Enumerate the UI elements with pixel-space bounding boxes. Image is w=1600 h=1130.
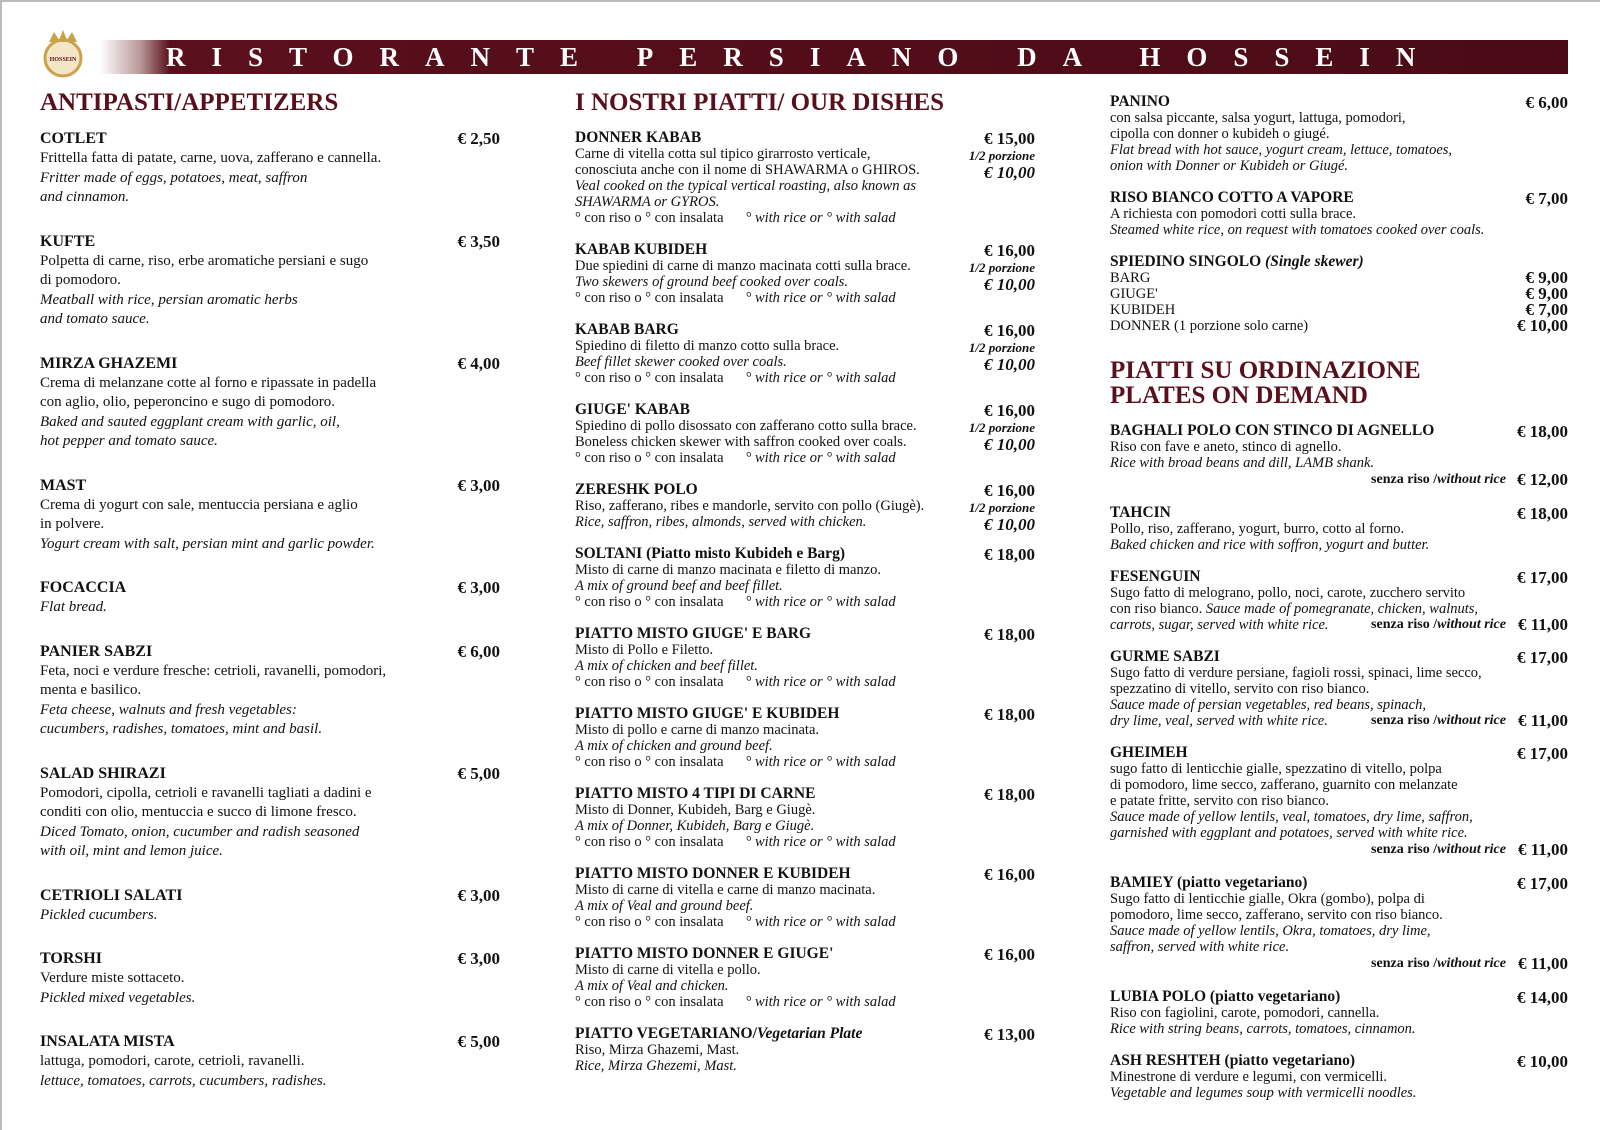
item-description-it: menta e basilico. xyxy=(40,682,142,698)
menu-item xyxy=(40,129,500,208)
item-description-it: Riso con fave e aneto, stinco di agnello. xyxy=(1110,439,1342,455)
menu-item xyxy=(575,945,1035,1010)
section-title-appetizers: ANTIPASTI/APPETIZERS xyxy=(40,89,339,116)
item-description-en: Veal cooked on the typical vertical roasting, also known as xyxy=(575,178,916,194)
item-price: € 16,00 xyxy=(984,945,1035,964)
item-description-it: di pomodoro, lime secco, zafferano, guarnito con melanzate xyxy=(1110,777,1458,793)
item-description-en: Meatball with rice, persian aromatic herbs xyxy=(40,291,298,308)
item-description-it: Riso, zafferano, ribes e mandorle, servito con pollo (Giugè). xyxy=(575,498,925,514)
menu-item xyxy=(575,785,1035,850)
item-name-text: DONNER KABAB xyxy=(575,129,702,146)
option-it: ° con riso o ° con insalata xyxy=(575,834,724,850)
item-description-en: A mix of chicken and beef fillet. xyxy=(575,658,758,674)
item-description-en: with oil, mint and lemon juice. xyxy=(40,843,223,859)
item-description-it: Misto di carne di manzo macinata e filetto di manzo. xyxy=(575,562,882,578)
without-rice-en: without rice xyxy=(1437,842,1506,857)
item-description-it: Misto di pollo e carne di manzo macinata. xyxy=(575,722,820,738)
item-description-en: garnished with eggplant and potatoes, served with white rice. xyxy=(1110,825,1468,841)
item-name xyxy=(575,401,1035,418)
item-description-en xyxy=(1110,713,1568,729)
without-rice-en: without rice xyxy=(1437,956,1506,971)
item-price: € 15,00 xyxy=(984,129,1035,148)
item-description-it: Polpetta di carne, riso, erbe aromatiche persiani e sugo xyxy=(40,252,369,269)
item-description-en: Rice, Mirza Ghezemi, Mast. xyxy=(575,1058,737,1074)
item-price: € 14,00 xyxy=(1517,988,1568,1007)
item-name xyxy=(575,241,1035,258)
item-description-it: conosciuta anche con il nome di SHAWARMA o GHIROS. xyxy=(575,162,920,178)
item-price: € 18,00 xyxy=(984,785,1035,804)
item-price: € 3,00 xyxy=(457,578,500,597)
item-description-it: Riso con fagiolini, carote, pomodori, cannella. xyxy=(1110,1005,1380,1021)
item-price: € 7,00 xyxy=(1525,189,1568,208)
item-description-it: con salsa piccante, salsa yogurt, lattuga, pomodori, xyxy=(1110,110,1406,126)
item-name-text: GIUGE' KABAB xyxy=(575,401,690,418)
option-it: ° con riso o ° con insalata xyxy=(575,450,724,466)
without-rice-it: senza riso / xyxy=(1371,842,1438,857)
serving-options xyxy=(575,450,1035,466)
restaurant-title-banner: RISTORANTE PERSIANO DA HOSSEIN xyxy=(100,40,1568,74)
serving-options xyxy=(575,674,1035,690)
item-description-en: SHAWARMA or GYROS. xyxy=(575,194,720,210)
item-description-en: Rice with broad beans and dill, LAMB shank. xyxy=(1110,455,1375,471)
item-description-it: di pomodoro. xyxy=(40,272,121,288)
item-name xyxy=(1110,253,1568,270)
item-description-en-text: carrots, sugar, served with white rice. xyxy=(1110,617,1329,633)
item-description-en: Diced Tomato, onion, cucumber and radish seasoned xyxy=(40,823,360,840)
item-description-en: A mix of Donner, Kubideh, Barg e Giugè. xyxy=(575,818,815,834)
serving-options xyxy=(575,994,1035,1010)
item-description-mixed xyxy=(1110,601,1568,617)
item-description-en: Sauce made of yellow lentils, veal, tomatoes, dry lime, saffron, xyxy=(1110,809,1473,825)
item-name-text: KABAB KUBIDEH xyxy=(575,241,708,258)
item-description-it: Feta, noci e verdure fresche: cetrioli, ravanelli, pomodori, xyxy=(40,662,387,679)
item-description-en-head: Sauce made of pomegranate, chicken, walnuts, xyxy=(1205,601,1479,617)
item-name-text: PIATTO MISTO DONNER E KUBIDEH xyxy=(575,865,851,882)
serving-options xyxy=(575,290,1035,306)
item-name-text: PIATTO MISTO DONNER E GIUGE' xyxy=(575,945,834,962)
item-description-en: onion with Donner or Kubideh or Giugé. xyxy=(1110,158,1349,174)
item-name: FOCACCIA xyxy=(40,579,127,596)
item-description-it: Sugo fatto di melograno, pollo, noci, carote, zucchero servito xyxy=(1110,585,1466,601)
half-portion-price: € 10,00 xyxy=(984,275,1035,294)
item-price: € 18,00 xyxy=(984,625,1035,644)
menu-item xyxy=(575,481,1035,534)
item-description-en: hot pepper and tomato sauce. xyxy=(40,433,218,449)
item-price: € 6,00 xyxy=(457,641,500,661)
menu-item xyxy=(575,705,1035,770)
item-description-en: Yogurt cream with salt, persian mint and garlic powder. xyxy=(40,535,375,552)
item-price: € 16,00 xyxy=(984,241,1035,260)
half-portion xyxy=(969,499,1035,533)
option-en: ° with rice or ° with salad xyxy=(745,994,896,1010)
item-price: € 18,00 xyxy=(984,545,1035,564)
option-it: ° con riso o ° con insalata xyxy=(575,994,724,1010)
item-description-en: Pickled cucumbers. xyxy=(40,906,158,923)
item-name: GHEIMEH xyxy=(1110,744,1188,761)
half-portion xyxy=(969,419,1035,453)
item-description-it: con aglio, olio, peperoncino e sugo di pomodoro. xyxy=(40,394,335,410)
item-name xyxy=(575,785,1035,802)
without-rice-row xyxy=(1110,955,1568,973)
item-description-it: Due spiedini di carne di manzo macinata cotti sulla brace. xyxy=(575,258,911,274)
item-description-en: Flat bread. xyxy=(40,599,107,615)
without-rice-label xyxy=(1371,617,1506,633)
item-name: TAHCIN xyxy=(1110,504,1171,521)
without-rice-price: € 11,00 xyxy=(1517,615,1568,634)
item-name xyxy=(575,625,1035,642)
without-rice-en: without rice xyxy=(1437,617,1506,632)
item-name-text: KABAB BARG xyxy=(575,321,679,338)
menu-item xyxy=(1110,988,1568,1037)
item-name-text: ZERESHK POLO xyxy=(575,481,698,498)
item-name: RISO BIANCO COTTO A VAPORE xyxy=(1110,189,1354,206)
item-description-en xyxy=(1110,697,1568,713)
item-price: € 6,00 xyxy=(1525,93,1568,112)
item-description-it: Crema di melanzane cotte al forno e ripassate in padella xyxy=(40,374,377,391)
serving-options xyxy=(575,594,1035,610)
logo-text: HOSSEIN xyxy=(49,57,77,63)
half-portion-price: € 10,00 xyxy=(984,515,1035,534)
serving-options xyxy=(575,370,1035,386)
item-description-en: A mix of Veal and ground beef. xyxy=(575,898,754,914)
menu-item xyxy=(1110,253,1568,334)
menu-item xyxy=(575,129,1035,226)
item-price: € 5,00 xyxy=(457,763,500,783)
option-it: ° con riso o ° con insalata xyxy=(575,594,724,610)
item-description-it: Sugo fatto di lenticchie gialle, Okra (gombo), polpa di xyxy=(1110,891,1425,907)
item-description-en: A mix of ground beef and beef fillet. xyxy=(575,578,783,594)
item-name-text: PIATTO VEGETARIANO/ xyxy=(575,1025,757,1042)
item-name: LUBIA POLO (piatto vegetariano) xyxy=(1110,988,1341,1005)
menu-item xyxy=(40,578,500,618)
item-price: € 17,00 xyxy=(1517,568,1568,587)
half-portion-label: 1/2 porzione xyxy=(968,340,1035,355)
without-rice-row xyxy=(1110,471,1568,489)
serving-options xyxy=(575,914,1035,930)
item-price: € 16,00 xyxy=(984,481,1035,500)
menu-item xyxy=(40,476,500,555)
item-description-it: Misto di carne di vitella e pollo. xyxy=(575,962,761,978)
item-description-en: Sauce made of yellow lentils, Okra, tomatoes, dry lime, xyxy=(1110,923,1431,939)
item-description-en: Rice, saffron, ribes, almonds, served with chicken. xyxy=(575,514,867,530)
half-portion-label: 1/2 porzione xyxy=(968,420,1035,435)
item-description-it: Misto di Donner, Kubideh, Barg e Giugè. xyxy=(575,802,816,818)
item-price: € 3,00 xyxy=(457,475,500,495)
item-name xyxy=(575,129,1035,146)
item-name-text: PIATTO MISTO 4 TIPI DI CARNE xyxy=(575,785,816,802)
section-title-en: PLATES ON DEMAND xyxy=(1110,382,1368,409)
menu-item xyxy=(1110,744,1568,859)
item-name: MAST xyxy=(40,476,87,494)
item-name: COTLET xyxy=(40,130,107,147)
item-name xyxy=(575,705,1035,722)
skewer-row xyxy=(1110,286,1568,302)
menu-item xyxy=(575,545,1035,610)
item-price: € 17,00 xyxy=(1517,648,1568,667)
item-description-en: A mix of chicken and ground beef. xyxy=(575,738,773,754)
item-description-it: Frittella fatta di patate, carne, uova, zafferano e cannella. xyxy=(40,150,382,166)
item-name xyxy=(575,865,1035,882)
item-description-it: sugo fatto di lenticchie gialle, spezzatino di vitello, polpa xyxy=(1110,761,1442,777)
item-description-en: Fritter made of eggs, potatoes, meat, saffron xyxy=(40,169,308,186)
item-name-en: (Single skewer) xyxy=(1265,253,1364,270)
item-price: € 18,00 xyxy=(1517,504,1568,523)
item-description-en: Feta cheese, walnuts and fresh vegetables: xyxy=(40,701,297,718)
menu-item xyxy=(40,949,500,1008)
item-description-en: A mix of Veal and chicken. xyxy=(575,978,729,994)
skewer-label: GIUGE' xyxy=(1110,286,1158,302)
option-en: ° with rice or ° with salad xyxy=(745,450,896,466)
option-en: ° with rice or ° with salad xyxy=(745,674,896,690)
option-it: ° con riso o ° con insalata xyxy=(575,754,724,770)
half-portion-price: € 10,00 xyxy=(984,355,1035,374)
menu-item xyxy=(575,1025,1035,1074)
option-en: ° with rice or ° with salad xyxy=(745,834,896,850)
item-description-en: Pickled mixed vegetables. xyxy=(40,989,196,1006)
item-description-it: Verdure miste sottaceto. xyxy=(40,970,185,986)
item-name-text: SPIEDINO SINGOLO xyxy=(1110,253,1262,270)
item-description-it: A richiesta con pomodori cotti sulla brace. xyxy=(1110,206,1357,222)
item-name: GURME SABZI xyxy=(1110,648,1220,665)
item-description-it: Crema di yogurt con sale, mentuccia persiana e aglio xyxy=(40,496,358,513)
item-description-en: Flat bread with hot sauce, yogurt cream, lettuce, tomatoes, xyxy=(1110,142,1453,158)
skewer-row xyxy=(1110,270,1568,286)
without-rice-it: senza riso / xyxy=(1371,956,1438,971)
menu-item xyxy=(575,241,1035,306)
item-name xyxy=(575,545,1035,562)
option-en: ° with rice or ° with salad xyxy=(745,290,896,306)
menu-item xyxy=(40,354,500,452)
without-rice-price: € 12,00 xyxy=(1517,470,1568,489)
skewer-row xyxy=(1110,318,1568,334)
item-description-it: conditi con olio, mentuccia e succo di limone fresco. xyxy=(40,804,357,820)
menu-item xyxy=(40,764,500,862)
item-description-it: Minestrone di verdure e legumi, con vermicelli. xyxy=(1110,1069,1388,1085)
skewer-price: € 10,00 xyxy=(1517,316,1568,335)
item-description-en-text: Sauce made of persian vegetables, red beans, spinach, xyxy=(1110,697,1426,713)
without-rice-en: without rice xyxy=(1437,472,1506,487)
skewer-price: € 9,00 xyxy=(1525,268,1568,287)
item-name-text: PIATTO MISTO GIUGE' E KUBIDEH xyxy=(575,705,840,722)
item-price: € 2,50 xyxy=(457,129,500,148)
without-rice-label xyxy=(1371,713,1506,729)
item-price: € 16,00 xyxy=(984,321,1035,340)
item-description-en: saffron, served with white rice. xyxy=(1110,939,1290,955)
menu-item xyxy=(1110,648,1568,729)
item-description-it: Pollo, riso, zafferano, yogurt, burro, cotto al forno. xyxy=(1110,521,1405,537)
appetizers-column xyxy=(40,90,500,1091)
crown-logo-icon xyxy=(40,28,86,78)
option-it: ° con riso o ° con insalata xyxy=(575,210,724,226)
option-en: ° with rice or ° with salad xyxy=(745,370,896,386)
item-price: € 17,00 xyxy=(1517,874,1568,893)
menu-item xyxy=(1110,568,1568,633)
without-rice-row xyxy=(1110,841,1568,859)
menu-item xyxy=(575,401,1035,466)
item-name: INSALATA MISTA xyxy=(40,1033,175,1050)
item-name-text: SOLTANI (Piatto misto Kubideh e Barg) xyxy=(575,545,845,562)
without-rice-price: € 11,00 xyxy=(1517,840,1568,859)
item-name xyxy=(575,945,1035,962)
option-it: ° con riso o ° con insalata xyxy=(575,914,724,930)
item-description-it: Spiedino di pollo disossato con zafferano cotto sulla brace. xyxy=(575,418,917,434)
item-description-en: and tomato sauce. xyxy=(40,311,150,327)
item-name-text: PIATTO MISTO GIUGE' E BARG xyxy=(575,625,811,642)
item-description-en: Baked chicken and rice with soffron, yogurt and butter. xyxy=(1110,537,1430,553)
option-it: ° con riso o ° con insalata xyxy=(575,290,724,306)
menu-item xyxy=(1110,93,1568,174)
item-name: BAMIEY (piatto vegetariano) xyxy=(1110,874,1308,891)
half-portion-label: 1/2 porzione xyxy=(968,260,1035,275)
serving-options xyxy=(575,754,1035,770)
item-description-it: Spiedino di filetto di manzo cotto sulla brace. xyxy=(575,338,840,354)
item-price: € 10,00 xyxy=(1517,1052,1568,1071)
item-description-en-text: dry lime, veal, served with white rice. xyxy=(1110,713,1328,729)
skewer-label: BARG xyxy=(1110,270,1151,286)
without-rice-it: senza riso / xyxy=(1371,713,1438,728)
item-description-en: Steamed white rice, on request with tomatoes cooked over coals. xyxy=(1110,222,1485,238)
item-price: € 17,00 xyxy=(1517,744,1568,763)
item-description-en: Beef fillet skewer cooked over coals. xyxy=(575,354,787,370)
option-en: ° with rice or ° with salad xyxy=(745,594,896,610)
item-price: € 3,00 xyxy=(457,885,500,905)
item-description-it: spezzatino di vitello, servito con riso bianco. xyxy=(1110,681,1370,697)
skewer-row xyxy=(1110,302,1568,318)
item-name: PANINO xyxy=(1110,93,1170,110)
half-portion-label: 1/2 porzione xyxy=(968,500,1035,515)
section-title-plates-on-demand xyxy=(1110,358,1568,408)
without-rice-it: senza riso / xyxy=(1371,472,1438,487)
serving-options xyxy=(575,210,1035,226)
item-name xyxy=(575,1025,1035,1042)
item-description-en: and cinnamon. xyxy=(40,189,130,205)
option-en: ° with rice or ° with salad xyxy=(745,210,896,226)
menu-item xyxy=(1110,874,1568,973)
item-description-en: Two skewers of ground beef cooked over coals. xyxy=(575,274,849,290)
item-description-it: e patate fritte, servito con riso bianco. xyxy=(1110,793,1330,809)
item-description-it: pomodoro, lime secco, zafferano, servito con riso bianco. xyxy=(1110,907,1443,923)
item-price: € 13,00 xyxy=(984,1025,1035,1044)
option-en: ° with rice or ° with salad xyxy=(745,914,896,930)
item-price: € 4,00 xyxy=(457,353,500,373)
item-name: ASH RESHTEH (piatto vegetariano) xyxy=(1110,1052,1355,1069)
extras-column xyxy=(1110,93,1568,1101)
menu-item xyxy=(40,642,500,740)
item-price: € 5,00 xyxy=(457,1032,500,1051)
without-rice-price: € 11,00 xyxy=(1517,711,1568,730)
item-description-it: lattuga, pomodori, carote, cetrioli, ravanelli. xyxy=(40,1053,305,1069)
item-description-it: Carne di vitella cotta sul tipico girarrosto verticale, xyxy=(575,146,871,162)
skewer-price: € 9,00 xyxy=(1525,284,1568,303)
item-price: € 18,00 xyxy=(1517,422,1568,441)
item-name xyxy=(575,481,1035,498)
item-price: € 18,00 xyxy=(984,705,1035,724)
item-price: € 16,00 xyxy=(984,401,1035,420)
without-rice-price: € 11,00 xyxy=(1517,954,1568,973)
item-name: PANIER SABZI xyxy=(40,642,153,660)
menu-item xyxy=(40,886,500,926)
menu-item xyxy=(40,1032,500,1091)
option-en: ° with rice or ° with salad xyxy=(745,754,896,770)
item-description-en: cucumbers, radishes, tomatoes, mint and basil. xyxy=(40,721,323,737)
half-portion-price: € 10,00 xyxy=(984,435,1035,454)
serving-options xyxy=(575,834,1035,850)
half-portion xyxy=(969,147,1035,181)
menu-item xyxy=(575,321,1035,386)
item-description-it: Riso, Mirza Ghazemi, Mast. xyxy=(575,1042,740,1058)
item-name: KUFTE xyxy=(40,232,96,250)
menu-item xyxy=(575,625,1035,690)
item-name: CETRIOLI SALATI xyxy=(40,886,183,904)
half-portion xyxy=(969,259,1035,293)
item-name: SALAD SHIRAZI xyxy=(40,764,166,782)
half-portion-price: € 10,00 xyxy=(984,163,1035,182)
without-rice-it: senza riso / xyxy=(1371,617,1438,632)
item-description-en: lettuce, tomatoes, carrots, cucumbers, radishes. xyxy=(40,1072,327,1089)
item-description-it: Sugo fatto di verdure persiane, fagioli rossi, spinaci, lime secco, xyxy=(1110,665,1482,681)
section-title-it: PIATTI SU ORDINAZIONE xyxy=(1110,357,1421,384)
option-it: ° con riso o ° con insalata xyxy=(575,674,724,690)
skewer-label: KUBIDEH xyxy=(1110,302,1176,318)
menu-item xyxy=(1110,504,1568,553)
item-price: € 3,50 xyxy=(457,231,500,251)
without-rice-en: without rice xyxy=(1437,713,1506,728)
menu-item xyxy=(1110,422,1568,489)
half-portion xyxy=(969,339,1035,373)
item-name xyxy=(575,321,1035,338)
item-name: BAGHALI POLO CON STINCO DI AGNELLO xyxy=(1110,422,1435,439)
section-title-dishes: I NOSTRI PIATTI/ OUR DISHES xyxy=(575,89,945,116)
option-it: ° con riso o ° con insalata xyxy=(575,370,724,386)
half-portion-label: 1/2 porzione xyxy=(968,148,1035,163)
item-description-it: Misto di carne di vitella e carne di manzo macinata. xyxy=(575,882,876,898)
item-price: € 3,00 xyxy=(457,949,500,968)
menu-item xyxy=(40,232,500,330)
item-name: FESENGUIN xyxy=(1110,568,1201,585)
item-description-en xyxy=(1110,617,1568,633)
item-price: € 16,00 xyxy=(984,865,1035,884)
item-description-it: Pomodori, cipolla, cetrioli e ravanelli tagliati a dadini e xyxy=(40,784,372,801)
item-description-en: Rice with string beans, carrots, tomatoes, cinnamon. xyxy=(1110,1021,1416,1037)
item-description-it: Misto di Pollo e Filetto. xyxy=(575,642,714,658)
item-description-it-tail: con riso bianco. xyxy=(1110,601,1206,617)
item-name: MIRZA GHAZEMI xyxy=(40,354,178,372)
item-description-it: cipolla con donner o kubideh o giugé. xyxy=(1110,126,1330,142)
item-description-en: Baked and sauted eggplant cream with garlic, oil, xyxy=(40,413,340,430)
item-description-it: in polvere. xyxy=(40,516,105,532)
skewer-label: DONNER (1 porzione solo carne) xyxy=(1110,318,1309,334)
skewer-price: € 7,00 xyxy=(1525,300,1568,319)
item-description-en: Vegetable and legumes soup with vermicelli noodles. xyxy=(1110,1085,1417,1101)
menu-item xyxy=(575,865,1035,930)
dishes-column xyxy=(575,90,1035,1074)
item-name: TORSHI xyxy=(40,950,102,967)
item-description-it: Boneless chicken skewer with saffron cooked over coals. xyxy=(575,434,907,450)
item-name-en: Vegetarian Plate xyxy=(756,1025,863,1042)
menu-item xyxy=(1110,1052,1568,1101)
menu-item xyxy=(1110,189,1568,238)
